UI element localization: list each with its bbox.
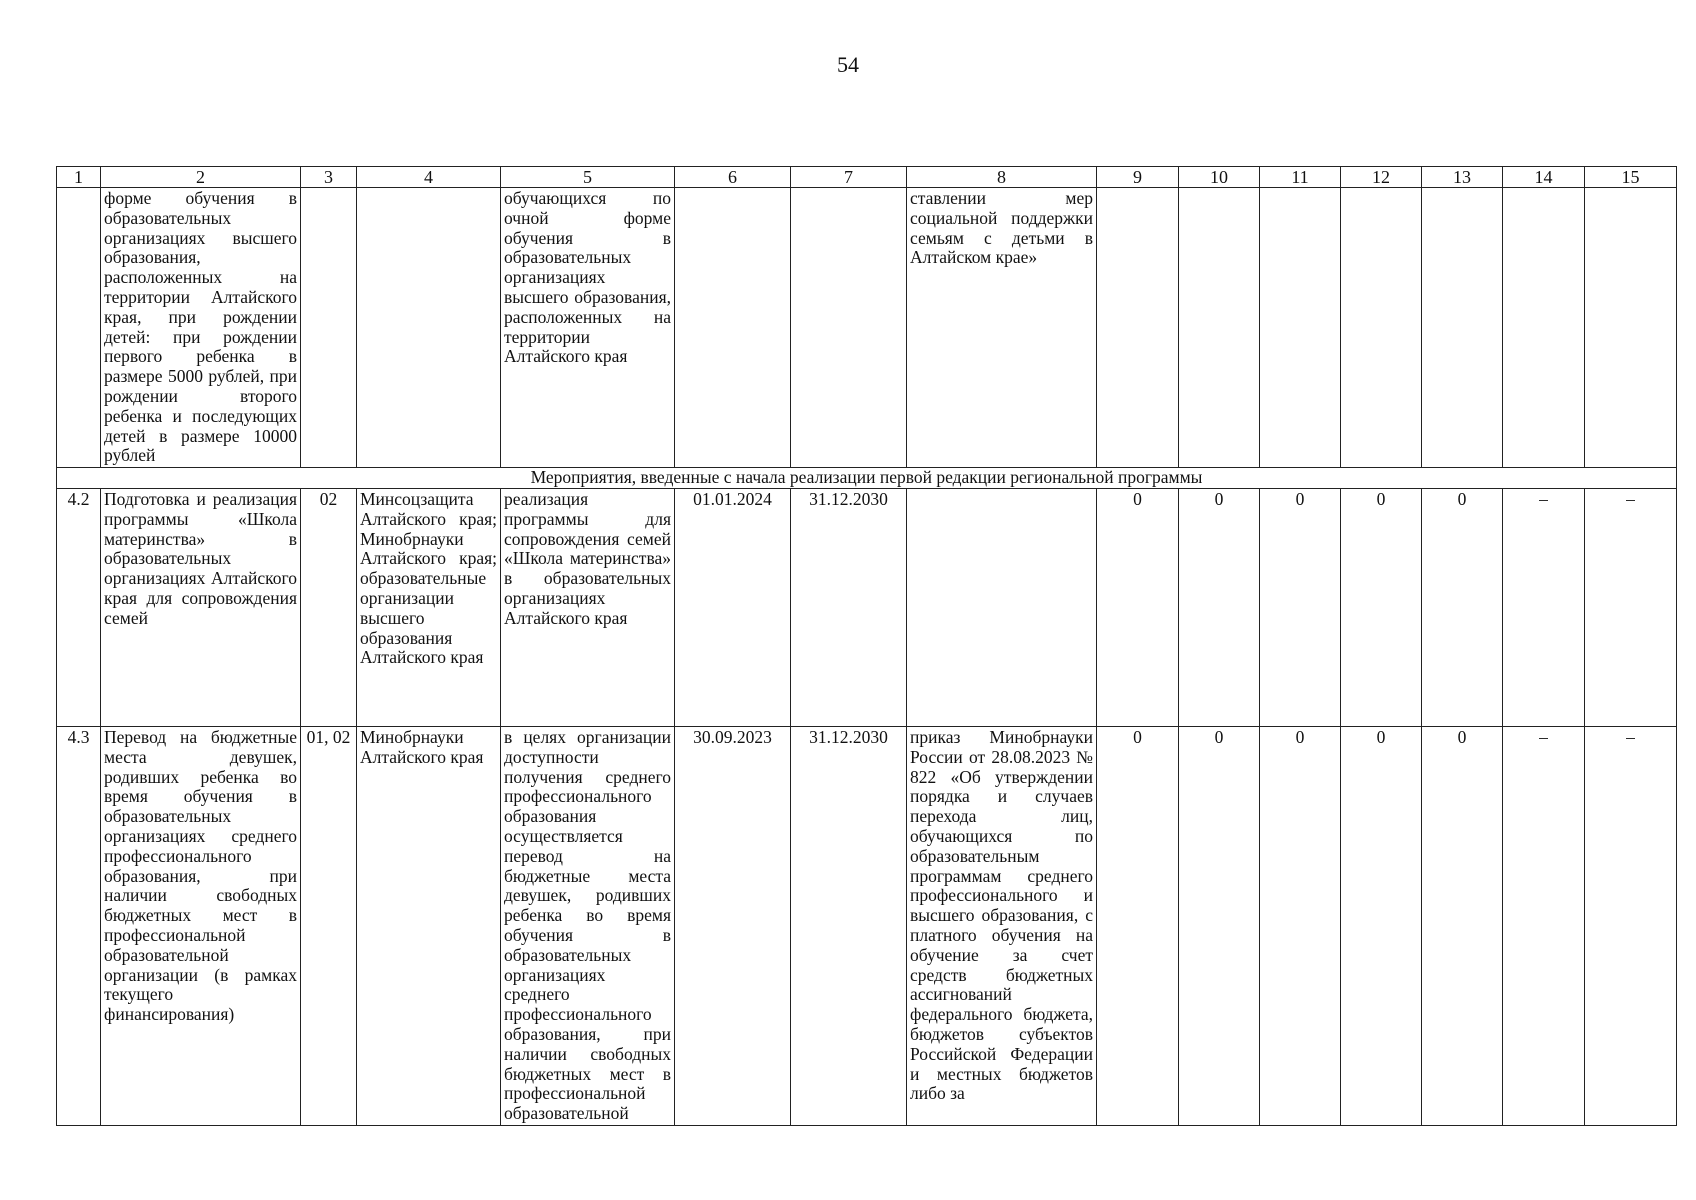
cell-value	[1503, 188, 1585, 468]
cell-value: 0	[1260, 726, 1341, 1125]
cell-value: –	[1503, 488, 1585, 726]
cell-end-date: 31.12.2030	[791, 726, 907, 1125]
cell-start-date: 01.01.2024	[675, 488, 791, 726]
cell-task: 01, 02	[301, 726, 357, 1125]
column-header: 10	[1179, 167, 1260, 188]
table-row	[57, 726, 1677, 1125]
cell-value: –	[1585, 488, 1677, 726]
cell-executor	[357, 188, 501, 468]
cell-value: 0	[1260, 488, 1341, 726]
program-table	[56, 166, 1677, 1126]
cell-value	[1260, 188, 1341, 468]
column-header: 13	[1422, 167, 1503, 188]
cell-value	[1097, 188, 1179, 468]
column-header: 1	[57, 167, 101, 188]
column-header: 7	[791, 167, 907, 188]
cell-value: 0	[1179, 488, 1260, 726]
cell-executor: Минсоцзащита Алтайского края; Минобрнауки Алтайского края; образовательные организации высшего образования Алтайского края	[357, 488, 501, 726]
column-header: 6	[675, 167, 791, 188]
cell-task: 02	[301, 488, 357, 726]
cell-end-date: 31.12.2030	[791, 488, 907, 726]
section-heading: Мероприятия, введенные с начала реализации первой редакции региональной программы	[57, 468, 1677, 489]
column-header: 2	[101, 167, 301, 188]
cell-value: –	[1585, 726, 1677, 1125]
cell-value: 0	[1097, 726, 1179, 1125]
cell-legal-act	[907, 488, 1097, 726]
column-header: 4	[357, 167, 501, 188]
cell-result: реализация программы для сопровождения семей «Школа материнства» в образовательных организациях Алтайского края	[501, 488, 675, 726]
column-header: 8	[907, 167, 1097, 188]
column-header: 12	[1341, 167, 1422, 188]
column-header: 9	[1097, 167, 1179, 188]
page-number: 54	[837, 52, 859, 77]
cell-start-date: 30.09.2023	[675, 726, 791, 1125]
cell-end-date	[791, 188, 907, 468]
column-header: 15	[1585, 167, 1677, 188]
cell-number: 4.2	[57, 488, 101, 726]
cell-result: обучающихся по очной форме обучения в образовательных организациях высшего образования, расположенных на территории Алтайского края	[501, 188, 675, 468]
column-header: 14	[1503, 167, 1585, 188]
cell-value: 0	[1179, 726, 1260, 1125]
cell-number	[57, 188, 101, 468]
cell-value	[1585, 188, 1677, 468]
section-row	[57, 468, 1677, 489]
table-row	[57, 188, 1677, 468]
cell-value	[1422, 188, 1503, 468]
column-header: 11	[1260, 167, 1341, 188]
cell-value: 0	[1422, 726, 1503, 1125]
cell-value	[1341, 188, 1422, 468]
cell-measure: Перевод на бюджетные места девушек, родивших ребенка во время обучения в образовательных организациях среднего профессионального образования, при наличии свободных бюджетных мест в профессиональной образовательной организации (в рамках текущего финансирования)	[101, 726, 301, 1125]
cell-task	[301, 188, 357, 468]
cell-measure: форме обучения в образовательных организациях высшего образования, расположенных на территории Алтайского края, при рождении детей: при рождении первого ребенка в размере 5000 рублей, при рождении второго ребенка и последующих детей в размере 10000 рублей	[101, 188, 301, 468]
cell-legal-act: приказ Минобрнауки России от 28.08.2023 № 822 «Об утверждении порядка и случаев перехода лиц, обучающихся по образовательным программам среднего профессионального и высшего образования, с платного обучения на обучение за счет средств бюджетных ассигнований федерального бюджета, бюджетов субъектов Российской Федерации и местных бюджетов либо за	[907, 726, 1097, 1125]
cell-measure: Подготовка и реализация программы «Школа материнства» в образовательных организациях Алтайского края для сопровождения семей	[101, 488, 301, 726]
cell-value: 0	[1422, 488, 1503, 726]
cell-value: 0	[1097, 488, 1179, 726]
column-header: 3	[301, 167, 357, 188]
cell-value: 0	[1341, 726, 1422, 1125]
cell-result: в целях организации доступности получения среднего профессионального образования осуществляется перевод на бюджетные места девушек, родивших ребенка во время обучения в образовательных организациях среднего профессионального образования, при наличии свободных бюджетных мест в профессиональной образовательной	[501, 726, 675, 1125]
cell-start-date	[675, 188, 791, 468]
cell-value: –	[1503, 726, 1585, 1125]
cell-value: 0	[1341, 488, 1422, 726]
cell-executor: Минобрнауки Алтайского края	[357, 726, 501, 1125]
column-header: 5	[501, 167, 675, 188]
cell-number: 4.3	[57, 726, 101, 1125]
column-number-row	[57, 167, 1677, 188]
cell-legal-act: ставлении мер социальной поддержки семьям с детьми в Алтайском крае»	[907, 188, 1097, 468]
table-row	[57, 488, 1677, 726]
cell-value	[1179, 188, 1260, 468]
